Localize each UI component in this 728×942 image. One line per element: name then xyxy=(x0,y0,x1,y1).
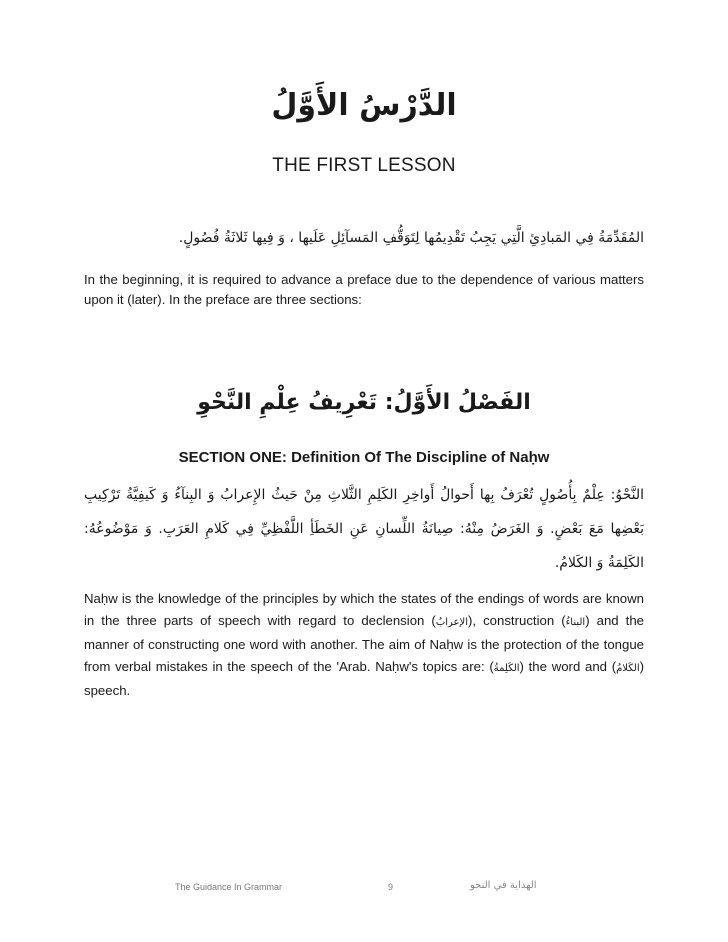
page-footer xyxy=(0,878,728,898)
lesson-title-arabic: الدَّرْسُ الأَوَّلُ xyxy=(271,88,457,123)
intro-arabic-text: المُقَدِّمَةُ فِي المَبادِئِ الَّتِي يَجِبُ تَقْدِيمُها لِتَوَقُّفِ المَسآئِلِ عَلَيها ، وَ فِيها ثَلاثَةُ فُصُولٍ. xyxy=(178,230,644,246)
footer-page-number: 9 xyxy=(388,882,394,892)
nahw-definition-arabic: النَّحْوُ: عِلْمٌ بِأُصُولٍ تُعْرَفُ بِها أَحوالُ أَواخِرِ الكَلِمِ الثَّلاثِ مِنْ حَيثُ الإِعرابُ وَ البِنآءُ وَ كَيفِيَّةُ تَرْكِيبِ بَعْضِها مَعَ بَعْضٍ. وَ الغَرَضُ مِنْهُ: صِيانَةُ اللِّسانِ عَنِ الخَطَأِ اللَّفْظِيِّ فِي كَلامِ العَرَبِ. وَ مَوْضُوعُهُ: الكَلِمَةُ وَ الكَلامُ. xyxy=(84,487,644,571)
intro-english-text: In the beginning, it is required to advance a preface due to the dependence of various matters upon it (later). In the preface are three sections: xyxy=(84,272,644,307)
section-one-title-arabic: الفَصْلُ الأَوَّلُ: تَعْرِيفُ عِلْمِ النَّحْوِ xyxy=(197,390,531,415)
footer-book-title: The Guidance In Grammar xyxy=(175,882,283,892)
term-irab: الإعرابُ xyxy=(435,617,468,628)
term-kalam: الكَلامُ xyxy=(616,663,640,674)
nahw-text-part-1: Naḥw is the knowledge of the principles by which the states of the endings of words are known in the three parts of speech with regard to declension ( xyxy=(84,591,644,628)
section-one-title-english: SECTION ONE: Definition Of The Discipline of Naḥw xyxy=(178,449,550,466)
nahw-text-part-3: ) and the manner of constructing one word with another. The aim of Naḥw is the protection of the tongue from verbal mistakes in the speech of the 'Arab. Naḥw's topics are: ( xyxy=(84,613,644,674)
nahw-definition-english xyxy=(84,588,644,702)
term-bina: البناءُ xyxy=(565,617,586,628)
term-kalima: الكَلِمةُ xyxy=(493,663,520,674)
nahw-text-part-2: ), construction ( xyxy=(467,613,566,628)
footer-arabic-title: الهداية في النحو xyxy=(470,880,537,891)
nahw-text-part-4: ) the word and ( xyxy=(519,659,617,674)
lesson-title-english: THE FIRST LESSON xyxy=(272,155,456,176)
nahw-text-part-5: ) speech. xyxy=(84,659,645,698)
